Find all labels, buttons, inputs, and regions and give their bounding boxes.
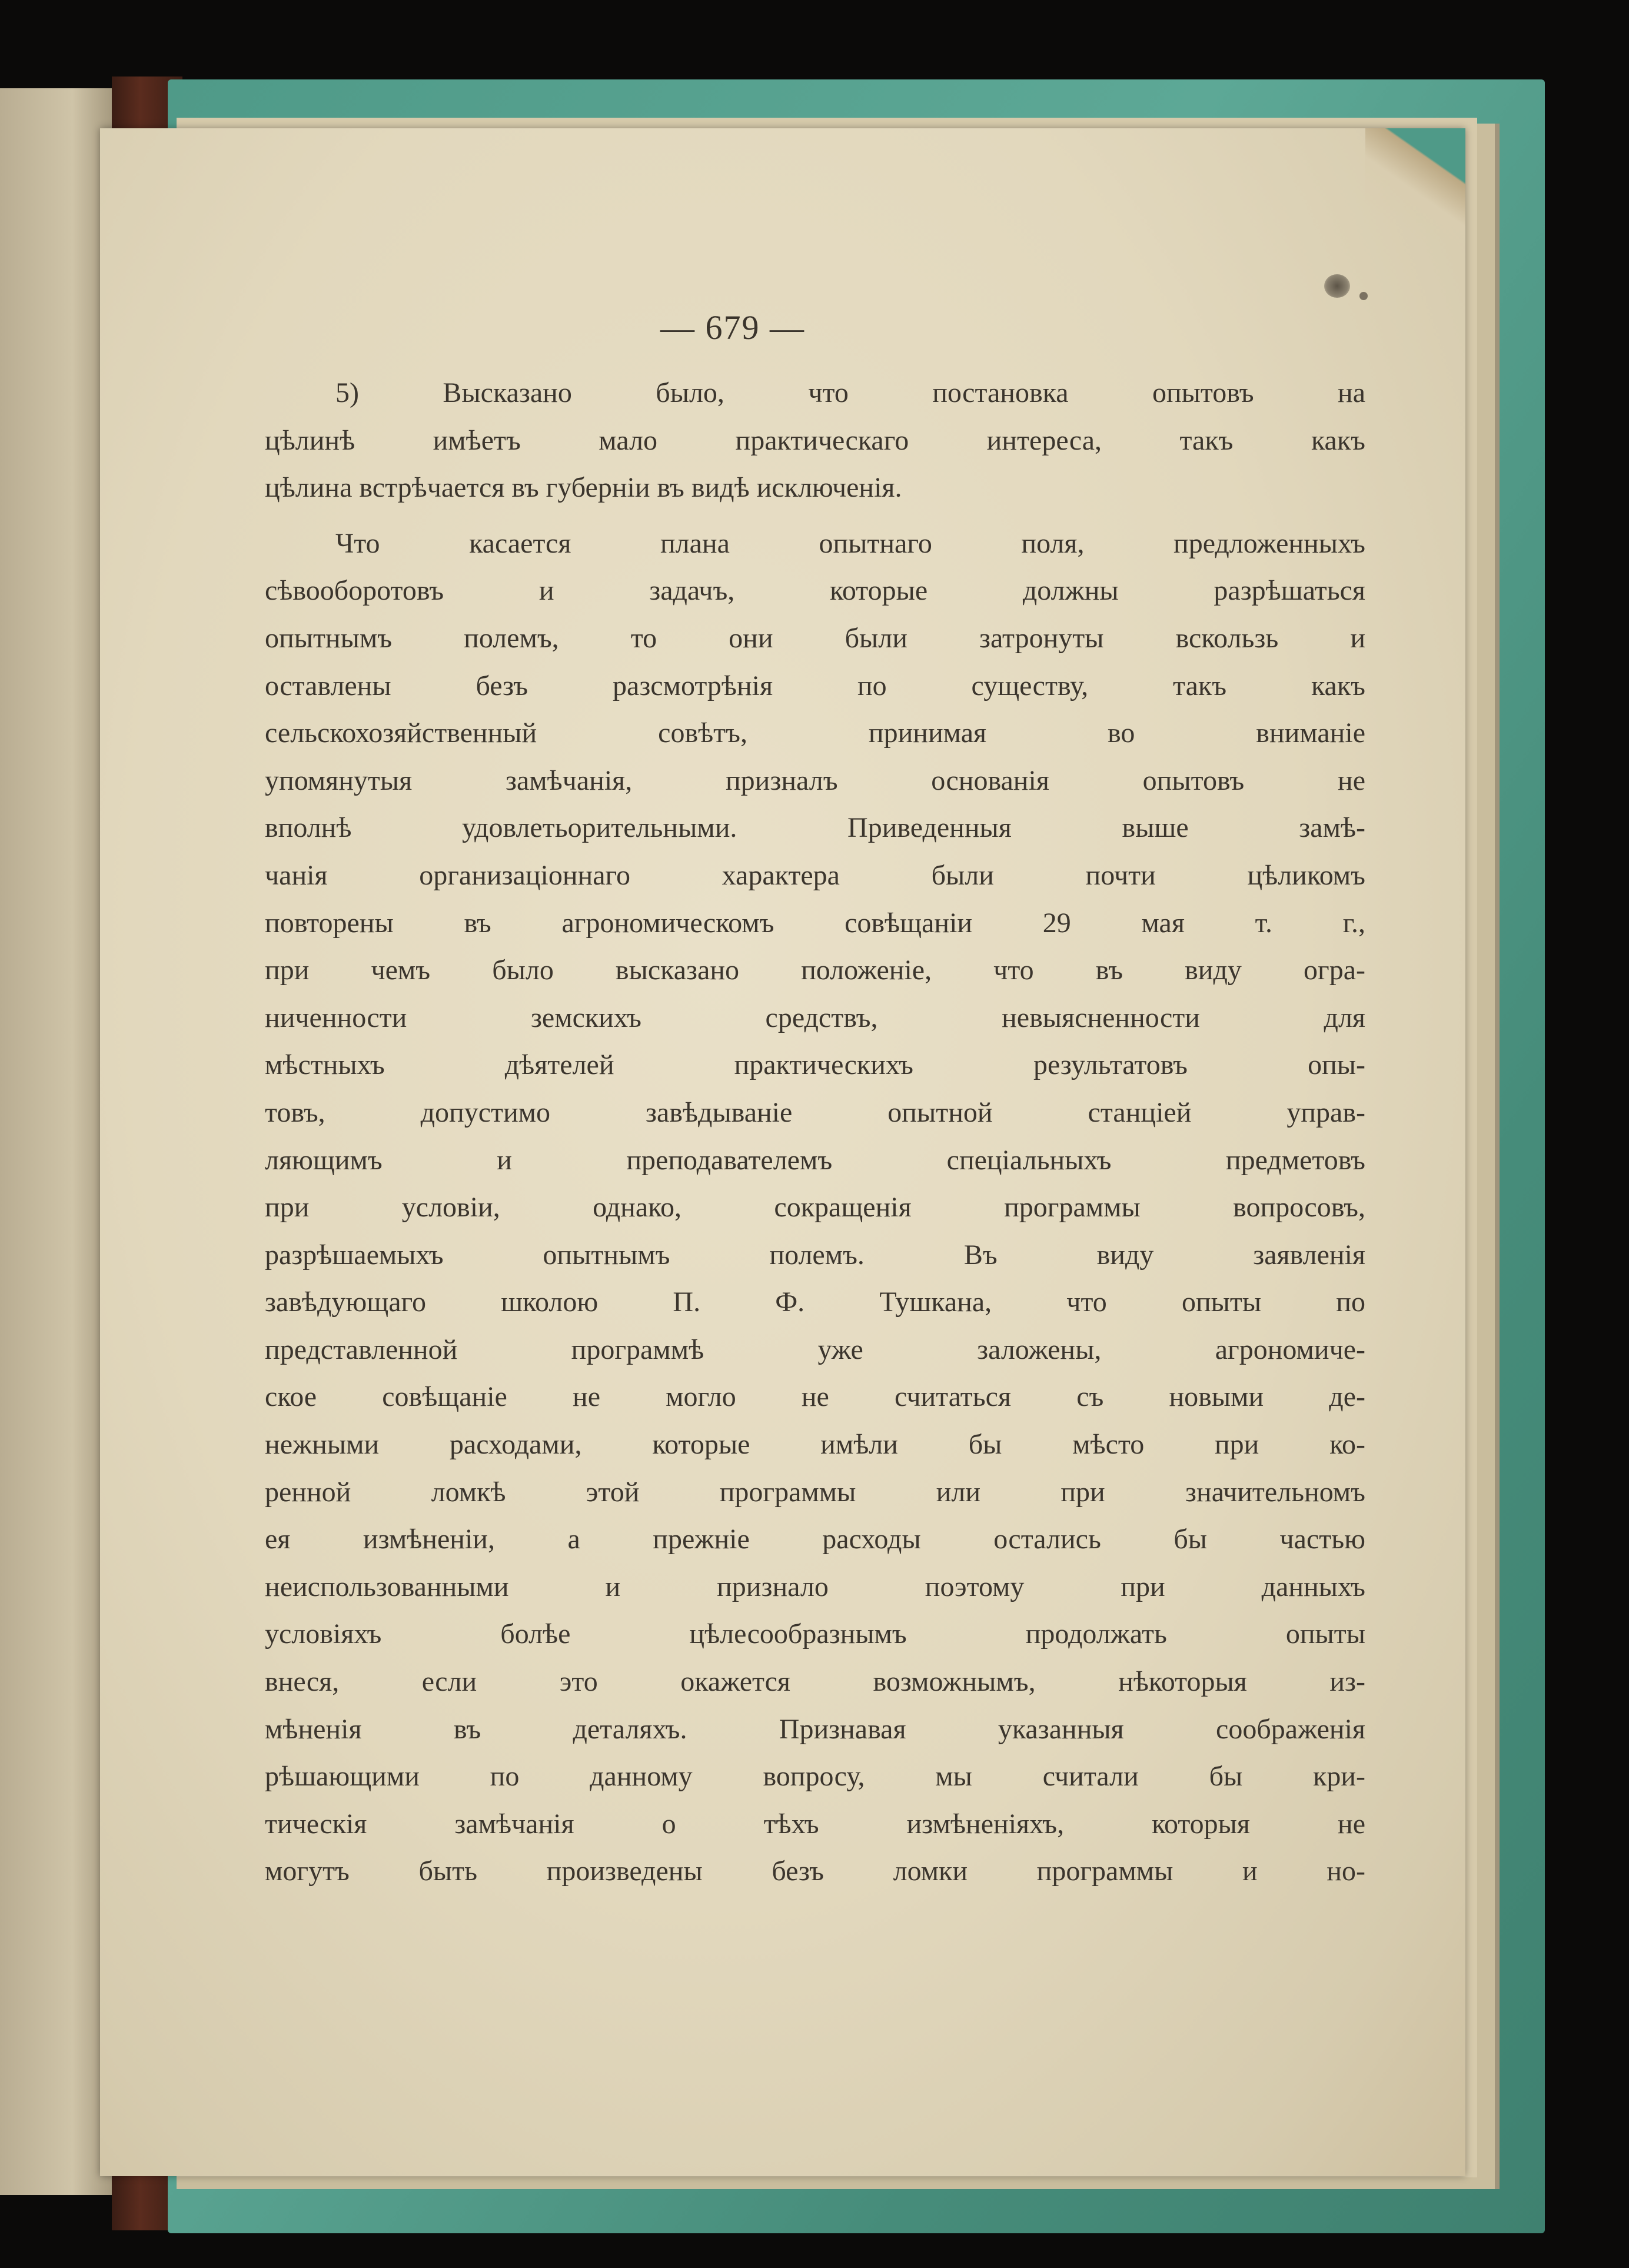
text-line: сѣвооборотовъ и задачъ, которые должны разрѣшаться	[265, 575, 1365, 607]
text-line: при чемъ было высказано положеніе, что въ виду огра-	[265, 955, 1365, 986]
text-line: оставлены безъ разсмотрѣнія по существу, такъ какъ	[265, 670, 1365, 701]
text-line: ляющимъ и преподавателемъ спеціальныхъ предметовъ	[265, 1144, 1365, 1176]
text-line: мѣстныхъ дѣятелей практическихъ результатовъ опы-	[265, 1049, 1365, 1081]
text-line: 5) Высказано было, что постановка опытовъ на	[335, 377, 1365, 408]
text-line: при условіи, однако, сокращенія программы вопросовъ,	[265, 1192, 1365, 1223]
text-line: опытнымъ полемъ, то они были затронуты вскользь и	[265, 622, 1365, 654]
text-line: условіяхъ болѣе цѣлесообразнымъ продолжать опыты	[265, 1618, 1365, 1650]
book-page	[100, 128, 1465, 2176]
text-line: завѣдующаго школою П. Ф. Тушкана, что опыты по	[265, 1286, 1365, 1318]
text-line: Что касается плана опытнаго поля, предложенныхъ	[335, 527, 1365, 559]
text-line: представленной программѣ уже заложены, агрономиче-	[265, 1333, 1365, 1365]
body-text	[265, 370, 1365, 1895]
ink-stain	[1359, 292, 1368, 300]
ink-stain	[1324, 274, 1350, 298]
text-line: повторены въ агрономическомъ совѣщаніи 29 мая т. г.,	[265, 907, 1365, 939]
text-line: ренной ломкѣ этой программы или при значительномъ	[265, 1476, 1365, 1508]
text-line: упомянутыя замѣчанія, призналъ основанія опытовъ не	[265, 764, 1365, 796]
text-line: чанія организаціоннаго характера были почти цѣликомъ	[265, 859, 1365, 891]
text-line: вполнѣ удовлетьорительными. Приведенныя выше замѣ-	[265, 812, 1365, 844]
paragraph-gap	[265, 512, 1365, 520]
page-number: — 679 —	[660, 308, 805, 347]
text-line: сельскохозяйственный совѣтъ, принимая во вниманіе	[265, 717, 1365, 749]
text-line: товъ, допустимо завѣдываніе опытной станціей управ-	[265, 1096, 1365, 1128]
text-line: тическія замѣчанія о тѣхъ измѣненіяхъ, которыя не	[265, 1808, 1365, 1840]
text-line: ниченности земскихъ средствъ, невыясненности для	[265, 1002, 1365, 1033]
text-line: цѣлинѣ имѣетъ мало практическаго интереса, такъ какъ	[265, 424, 1365, 456]
text-line: неиспользованными и признало поэтому при данныхъ	[265, 1571, 1365, 1602]
text-line: внеся, если это окажется возможнымъ, нѣкоторыя из-	[265, 1666, 1365, 1698]
text-line: мѣненія въ деталяхъ. Признавая указанныя соображенія	[265, 1713, 1365, 1745]
worn-page-corner	[1365, 128, 1465, 305]
text-line: ея измѣненіи, а прежніе расходы остались бы частью	[265, 1524, 1365, 1555]
text-line: разрѣшаемыхъ опытнымъ полемъ. Въ виду заявленія	[265, 1239, 1365, 1271]
text-line: рѣшающими по данному вопросу, мы считали бы кри-	[265, 1761, 1365, 1793]
text-line: могутъ быть произведены безъ ломки программы и но-	[265, 1855, 1365, 1887]
text-line: нежными расходами, которые имѣли бы мѣсто при ко-	[265, 1429, 1365, 1461]
text-line: цѣлина встрѣчается въ губерніи въ видѣ исключенія.	[265, 472, 902, 504]
text-line: ское совѣщаніе не могло не считаться съ новыми де-	[265, 1381, 1365, 1413]
